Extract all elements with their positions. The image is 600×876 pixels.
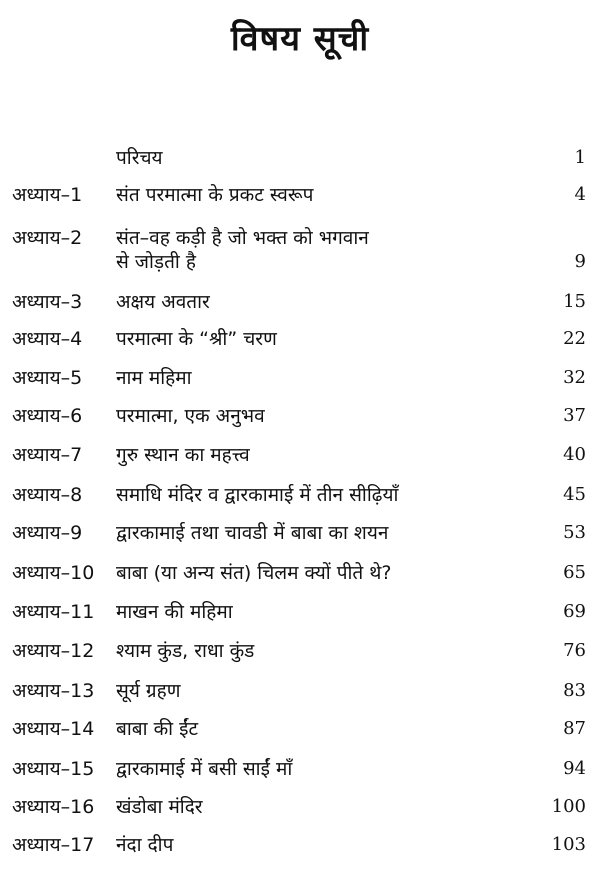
chapter-number: अध्याय–12 (12, 640, 95, 662)
chapter-number: अध्याय–8 (12, 484, 83, 506)
page-number: 83 (563, 680, 586, 701)
chapter-number: अध्याय–10 (12, 562, 95, 584)
page-number: 45 (563, 484, 586, 505)
page-number: 103 (551, 834, 586, 855)
entry-title: संत परमात्मा के प्रकट स्वरूप (116, 184, 314, 206)
entry-title: माखन की महिमा (116, 601, 233, 623)
entry-title: परमात्मा, एक अनुभव (116, 405, 265, 427)
chapter-number: अध्याय–2 (12, 227, 83, 249)
chapter-number: अध्याय–5 (12, 367, 83, 389)
page-number: 32 (563, 367, 586, 388)
chapter-number: अध्याय–7 (12, 444, 83, 466)
entry-title: परमात्मा के “श्री” चरण (116, 328, 277, 350)
page-number: 9 (574, 251, 586, 272)
chapter-number: अध्याय–16 (12, 796, 95, 818)
page-number: 22 (563, 328, 586, 349)
entry-title: नंदा दीप (116, 834, 174, 856)
page-number: 53 (563, 522, 586, 543)
page-number: 40 (563, 444, 586, 465)
chapter-number: अध्याय–14 (12, 718, 95, 740)
page-number: 76 (563, 640, 586, 661)
page-number: 1 (574, 147, 586, 168)
chapter-number: अध्याय–9 (12, 522, 83, 544)
page-number: 87 (563, 718, 586, 739)
entry-title: गुरु स्थान का महत्त्व (116, 444, 250, 466)
page-number: 37 (563, 405, 586, 426)
chapter-number: अध्याय–15 (12, 758, 95, 780)
chapter-number: अध्याय–6 (12, 405, 83, 427)
chapter-number: अध्याय–11 (12, 601, 95, 623)
entry-title: श्याम कुंड, राधा कुंड (116, 640, 255, 662)
page-number: 4 (574, 184, 586, 205)
entry-title: नाम महिमा (116, 367, 192, 389)
entry-title: संत–वह कड़ी है जो भक्त को भगवान (116, 227, 369, 249)
chapter-number: अध्याय–1 (12, 184, 83, 206)
page-number: 69 (563, 601, 586, 622)
page-number: 65 (563, 562, 586, 583)
entry-title: बाबा की ईंट (116, 718, 199, 740)
chapter-number: अध्याय–17 (12, 834, 95, 856)
entry-title: द्वारकामाई में बसी साईं माँ (116, 758, 293, 780)
page-title: विषय सूची (230, 19, 370, 59)
entry-title: सूर्य ग्रहण (116, 680, 181, 702)
entry-title: खंडोबा मंदिर (116, 796, 203, 818)
page-number: 100 (551, 796, 586, 817)
chapter-number: अध्याय–3 (12, 291, 83, 313)
entry-title: बाबा (या अन्य संत) चिलम क्यों पीते थे? (116, 562, 392, 584)
chapter-number: अध्याय–13 (12, 680, 95, 702)
chapter-number: अध्याय–4 (12, 328, 83, 350)
entry-title: द्वारकामाई तथा चावडी में बाबा का शयन (116, 522, 389, 544)
entry-title-continued: से जोड़ती है (116, 251, 196, 273)
page-number: 94 (563, 758, 586, 779)
page-number: 15 (563, 291, 586, 312)
entry-title: अक्षय अवतार (116, 291, 210, 313)
entry-title: समाधि मंदिर व द्वारकामाई में तीन सीढ़ियाँ (116, 484, 399, 506)
entry-title: परिचय (116, 147, 163, 169)
